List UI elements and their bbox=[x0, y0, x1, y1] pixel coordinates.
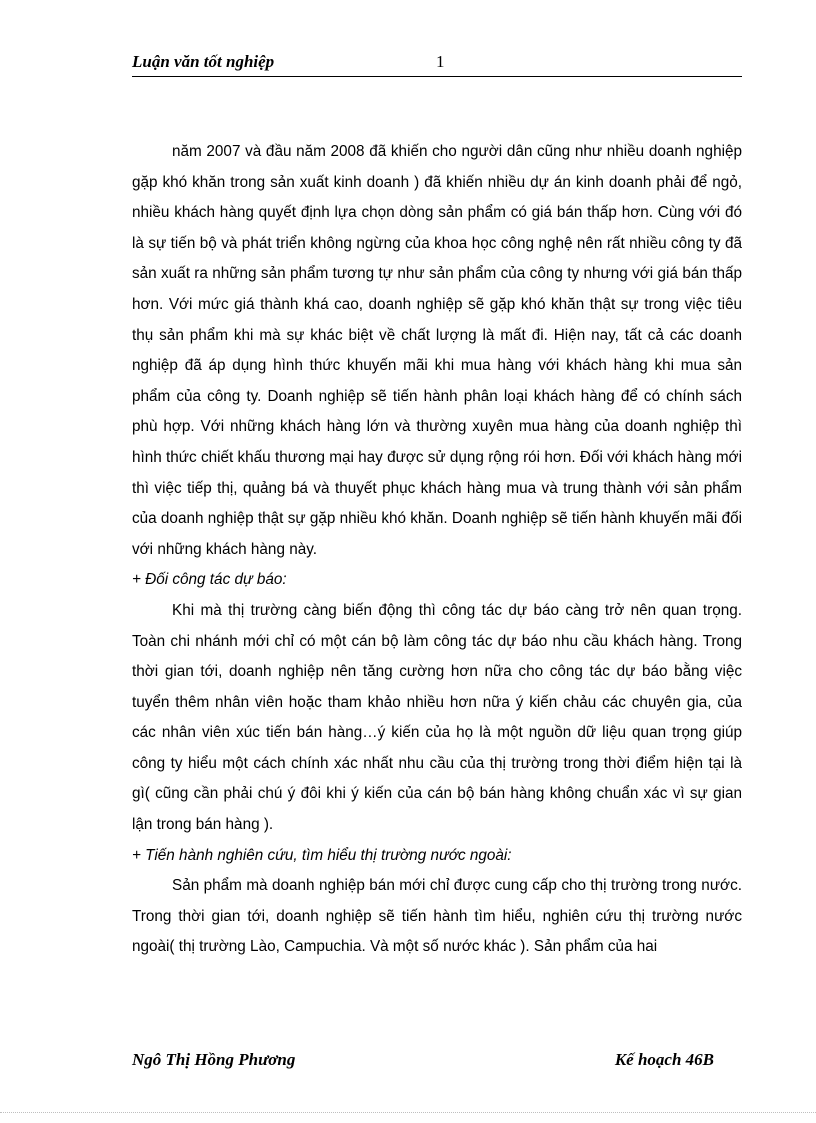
footer-author: Ngô Thị Hồng Phương bbox=[132, 1050, 296, 1069]
page-body bbox=[132, 137, 742, 963]
body-paragraph-3: Sản phẩm mà doanh nghiệp bán mới chỉ được cung cấp cho thị trường trong nước. Trong thời gian tới, doanh nghiệp sẽ tiến hành tìm hiểu, nghiên cứu thị trường nước ngoài( thị trường Lào, Campuchia. Và một số nước khác ). Sản phẩm của hai bbox=[132, 877, 742, 956]
document-title: Luận văn tốt nghiệp bbox=[132, 52, 275, 71]
footer-class: Kế hoạch 46B bbox=[614, 1050, 714, 1069]
page-boundary-line bbox=[0, 1112, 816, 1113]
body-paragraph-2: Khi mà thị trường càng biến động thì công tác dự báo càng trở nên quan trọng. Toàn chi nhánh mới chỉ có một cán bộ làm công tác dự báo nhu cầu khách hàng. Trong thời gian tới, doanh nghiệp nên tăng cường hơn nữa cho công tác dự báo bằng việc tuyển thêm nhân viên hoặc tham khảo nhiều hơn nữa ý kiến chảu các chuyên gia, của các nhân viên xúc tiến bán hàng…ý kiến của họ là một nguồn dữ liệu quan trọng giúp công ty hiểu một cách chính xác nhất nhu cầu của thị trường trong thời điểm hiện tại là gì( cũng cần phải chú ý đôi khi ý kiến của cán bộ bán hàng không chuẩn xác vì sự gian lận trong bán hàng ). bbox=[132, 601, 742, 834]
section-heading-foreign-market: + Tiến hành nghiên cứu, tìm hiểu thị trường nước ngoài: bbox=[132, 846, 512, 864]
body-paragraph-1: năm 2007 và đầu năm 2008 đã khiến cho người dân cũng như nhiều doanh nghiệp gặp khó khăn trong sản xuất kinh doanh ) đã khiến nhiều dự án kinh doanh phải để ngỏ, nhiều khách hàng quyết định lựa chọn dòng sản phẩm có giá bán thấp hơn. Cùng với đó là sự tiến bộ và phát triển không ngừng của khoa học công nghệ nên rất nhiều công ty đã sản xuất ra những sản phẩm tương tự như sản phẩm của công ty nhưng với giá bán thấp hơn. Với mức giá thành khá cao, doanh nghiệp sẽ gặp khó khăn thật sự trong việc tiêu thụ sản phẩm khi mà sự khác biệt về chất lượng là mất đi. Hiện nay, tất cả các doanh nghiệp đã áp dụng hình thức khuyến mãi khi mua hàng với khách hàng khi mua sản phẩm của công ty. Doanh nghiệp sẽ tiến hành phân loại khách hàng để có chính sách phù hợp. Với những khách hàng lớn và thường xuyên mua hàng của doanh nghiệp thì hình thức chiết khấu thương mại hay được sử dụng rộng rói hơn. Đối với khách hàng mới thì việc tiếp thị, quảng bá và thuyết phục khách hàng mua và trung thành với sản phẩm của doanh nghiệp thật sự gặp nhiều khó khăn. Doanh nghiệp sẽ tiến hành khuyến mãi đối với những khách hàng này. bbox=[132, 143, 742, 558]
page-header bbox=[132, 50, 742, 77]
section-heading-forecast: + Đối công tác dự báo: bbox=[132, 571, 287, 589]
page-number: 1 bbox=[436, 52, 445, 71]
